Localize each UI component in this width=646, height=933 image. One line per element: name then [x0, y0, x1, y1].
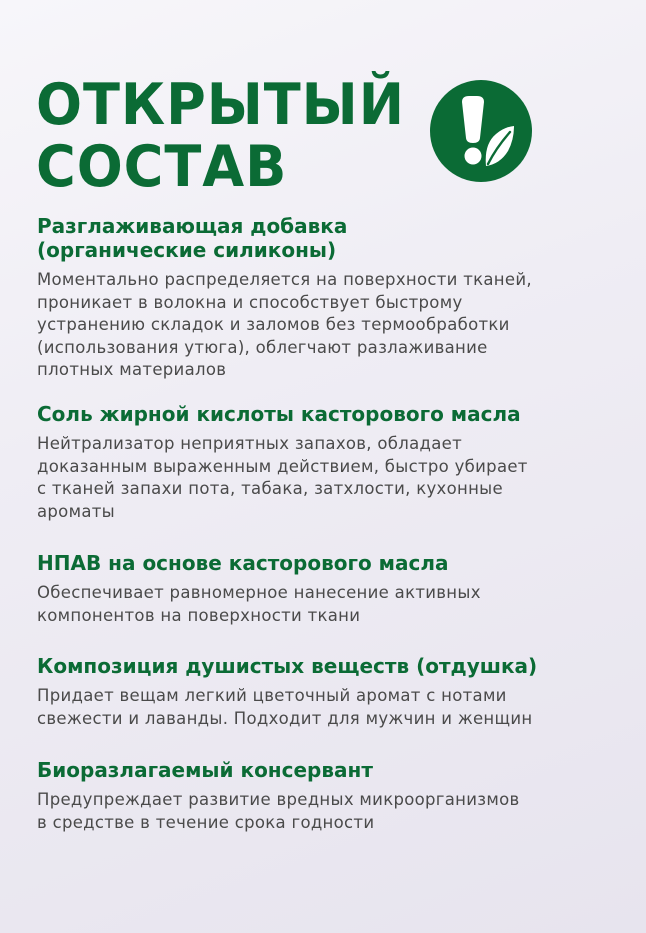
section-description	[37, 269, 532, 382]
title-line-2: СОСТАВ	[36, 134, 288, 200]
text-line: с тканей запахи пота, табака, затхлости, кухонные	[37, 479, 503, 498]
badge-svg	[430, 80, 532, 182]
section-smoothing-additive	[37, 214, 532, 382]
text-line: Обеспечивает равномерное нанесение активных	[37, 583, 481, 602]
section-heading: Соль жирной кислоты касторового масла	[37, 402, 521, 426]
text-line: свежести и лаванды. Подходит для мужчин и женщин	[37, 708, 533, 728]
text-line: плотных материалов	[37, 360, 227, 379]
heading-line-1: Разглаживающая добавка	[37, 214, 348, 238]
text-line: Придает вещам легкий цветочный аромат с нотами	[37, 686, 507, 705]
section-description	[37, 582, 481, 627]
text-line: доказанным выраженным действием, быстро убирает	[37, 456, 528, 476]
text-line: компонентов на поверхности ткани	[37, 605, 361, 625]
text-line: проникает в волокна и способствует быстрому	[37, 292, 463, 312]
section-fatty-acid-salt	[37, 402, 528, 523]
section-description	[37, 685, 537, 730]
section-heading: НПАВ на основе касторового масла	[37, 551, 449, 575]
text-line: устранению складок и заломов без термообработки	[37, 315, 510, 334]
title-line-1: ОТКРЫТЫЙ	[36, 72, 406, 138]
text-line: Предупреждает развитие вредных микроорганизмов	[37, 790, 520, 809]
text-line: Нейтрализатор неприятных запахов, обладает	[37, 434, 463, 453]
section-heading: Композиция душистых веществ (отдушка)	[37, 654, 538, 678]
section-heading: Биоразлагаемый консервант	[37, 758, 373, 782]
page-title	[36, 74, 405, 198]
text-line: Моментально распределяется на поверхности тканей,	[37, 270, 532, 289]
section-fragrance	[37, 654, 537, 730]
text-line: ароматы	[37, 501, 115, 521]
exclamation-leaf-icon	[430, 80, 532, 182]
heading-line-2: (органические силиконы)	[37, 238, 337, 262]
section-heading	[37, 214, 532, 262]
section-preservative	[37, 758, 520, 834]
section-surfactant	[37, 551, 481, 627]
section-description	[37, 433, 528, 523]
text-line: (использования утюга), облегчают разлаживание	[37, 337, 488, 357]
text-line: в средстве в течение срока годности	[37, 812, 375, 832]
section-description	[37, 789, 520, 834]
